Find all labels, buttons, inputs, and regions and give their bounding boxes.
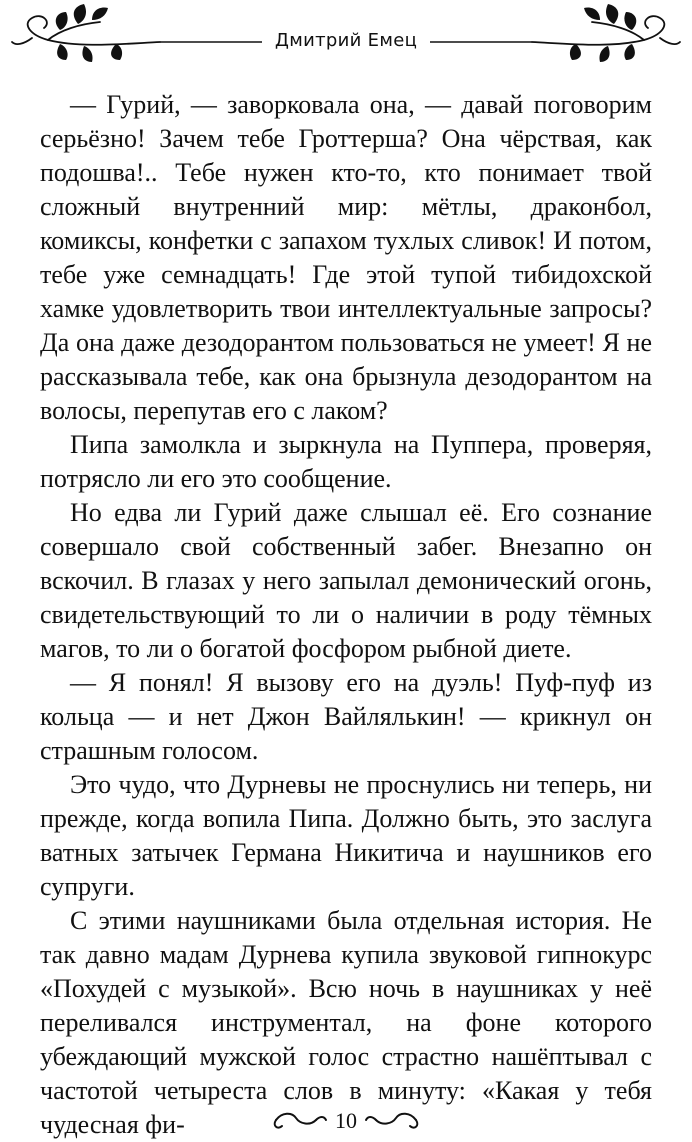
body-text: [40, 88, 652, 1142]
running-header: [0, 0, 692, 80]
paragraph: Пипа замолкла и зыркнула на Пуппера, проверяя, потрясло ли его это сообщение.: [40, 430, 652, 493]
running-header-author: [0, 30, 692, 51]
paragraph: — Я понял! Я вызову его на дуэль! Пуф-пуф из кольца — и нет Джон Вайлялькин! — крикнул он страшным голосом.: [40, 668, 652, 765]
author-name: Дмитрий Емец: [265, 30, 427, 51]
page-footer: [0, 1100, 692, 1140]
paragraph: Это чудо, что Дурневы не проснулись ни теперь, ни прежде, когда вопила Пипа. Должно быть, это заслуга ватных затычек Германа Никитича и наушников его супруги.: [40, 770, 652, 901]
paragraph: Но едва ли Гурий даже слышал её. Его сознание совершало свой собственный забег. Внезапно он вскочил. В глазах у него запылал демонический огонь, свидетельствующий то ли о наличии в роду тёмных магов, то ли о богатой фосфором рыбной диете.: [40, 498, 652, 663]
paragraph: С этими наушниками была отдельная история. Не так давно мадам Дурнева купила звуковой гипнокурс «Похудей с музыкой». Всю ночь в наушниках у неё переливался инструментал, на фоне которого убеждающий мужской голос страстно нашёптывал с частотой четыреста слов в минуту: «Какая у тебя чудесная фи-: [40, 906, 652, 1139]
paragraph: — Гурий, — заворковала она, — давай поговорим серьёзно! Зачем тебе Гроттерша? Она чёрствая, как подошва!.. Тебе нужен кто-то, кто понимает твой сложный внутренний мир: мётлы, драконбол, комиксы, конфетки с запахом тухлых сливок! И потом, тебе уже семнадцать! Где этой тупой тибидохской хамке удовлетворить твои интеллектуальные запросы? Да она даже дезодорантом пользоваться не умеет! Я не рассказывала тебе, как она брызнула дезодорантом на волосы, перепутав его с лаком?: [40, 90, 652, 425]
page-number: 10: [335, 1108, 357, 1133]
